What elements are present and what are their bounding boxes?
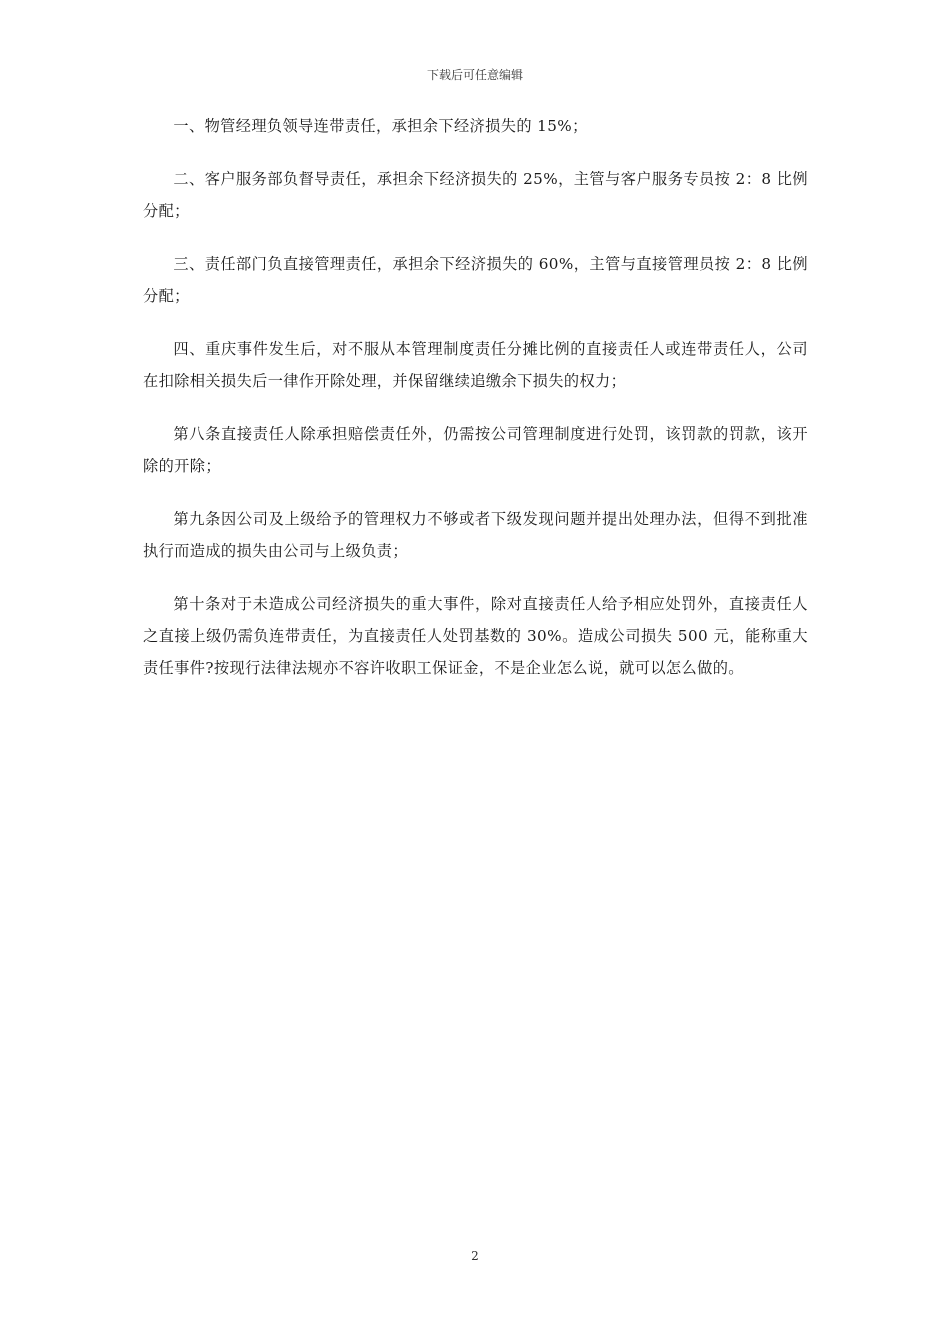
paragraph-1: 一、物管经理负领导连带责任，承担余下经济损失的 15%；: [173, 117, 588, 135]
paragraph-article-8: 第八条直接责任人除承担赔偿责任外，仍需按公司管理制度进行处罚，该罚款的罚款，该开除的开除；: [143, 425, 808, 475]
document-body: [143, 110, 808, 705]
paragraph-2: 二、客户服务部负督导责任，承担余下经济损失的 25%，主管与客户服务专员按 2：8 比例分配；: [143, 170, 808, 220]
paragraph-4: 四、重庆事件发生后，对不服从本管理制度责任分摊比例的直接责任人或连带责任人，公司在扣除相关损失后一律作开除处理，并保留继续追缴余下损失的权力；: [143, 340, 808, 390]
page-number: 2: [471, 1249, 479, 1263]
paragraph-3: 三、责任部门负直接管理责任，承担余下经济损失的 60%，主管与直接管理员按 2：8 比例分配；: [143, 255, 808, 305]
paragraph-article-10: 第十条对于未造成公司经济损失的重大事件，除对直接责任人给予相应处罚外，直接责任人之直接上级仍需负连带责任，为直接责任人处罚基数的 30%。造成公司损失 500 元，能称重大责任事件?按现行法律法规亦不容许收职工保证金，不是企业怎么说，就可以怎么做的。: [143, 595, 808, 677]
paragraph-article-9: 第九条因公司及上级给予的管理权力不够或者下级发现问题并提出处理办法，但得不到批准执行而造成的损失由公司与上级负责；: [143, 510, 808, 560]
page-header: 下载后可任意编辑: [426, 68, 523, 82]
